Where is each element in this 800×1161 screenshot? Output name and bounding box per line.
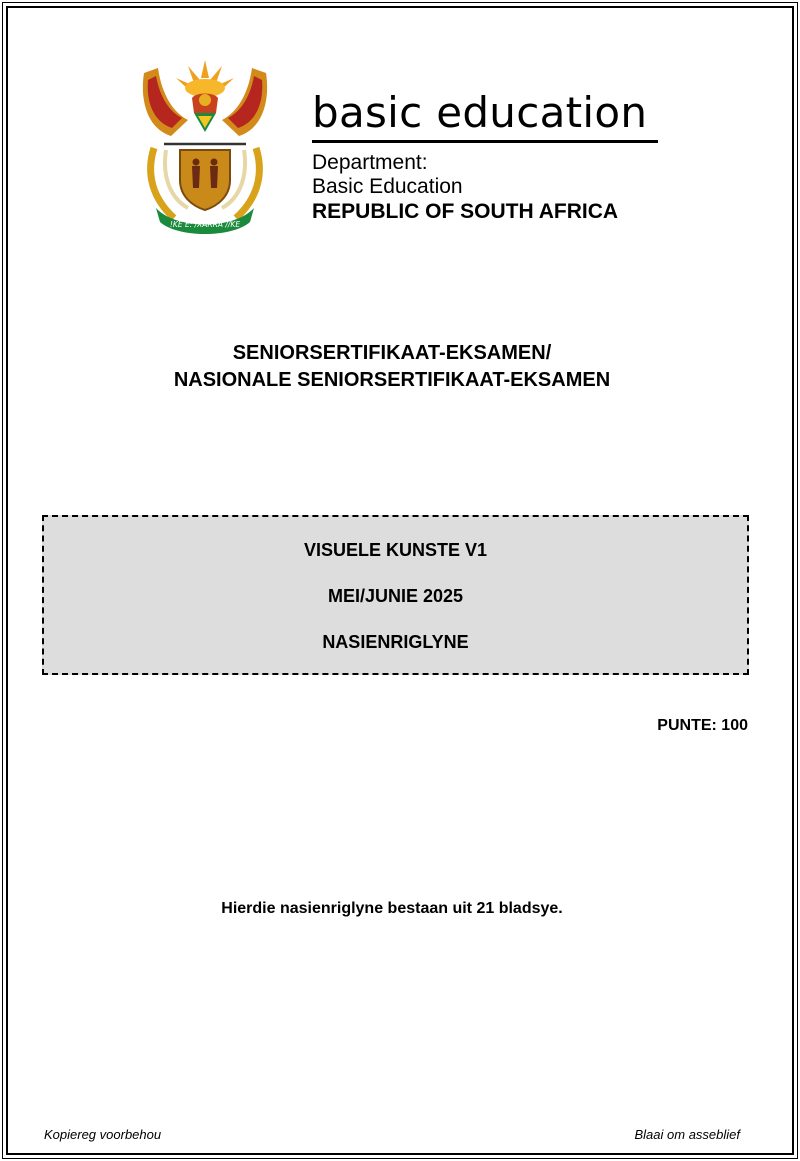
footer-copyright: Kopiereg voorbehou xyxy=(44,1127,162,1142)
session-label: MEI/JUNIE 2025 xyxy=(327,586,464,606)
footer-turn-page: Blaai om asseblief xyxy=(634,1127,740,1142)
svg-text:!KE E: /XARRA //KE: !KE E: /XARRA //KE xyxy=(169,220,241,229)
exam-title-line2: NASIONALE SENIORSERTIFIKAAT-EKSAMEN xyxy=(173,369,611,391)
page-count-note: Hierdie nasienriglyne bestaan uit 21 bladsye. xyxy=(221,900,563,917)
paper-info-box xyxy=(42,515,749,675)
exam-title-line1: SENIORSERTIFIKAAT-EKSAMEN/ xyxy=(232,342,552,364)
total-marks: PUNTE: 100 xyxy=(657,717,748,734)
subject-label: VISUELE KUNSTE V1 xyxy=(303,540,488,560)
country-name: REPUBLIC OF SOUTH AFRICA xyxy=(312,200,619,223)
department-label: Department: xyxy=(312,151,428,174)
exam-title xyxy=(0,340,784,394)
brand-name: basic education xyxy=(312,88,648,137)
document-type-label: NASIENRIGLYNE xyxy=(322,632,469,652)
coat-of-arms-logo xyxy=(136,58,274,234)
brand-underline xyxy=(312,140,658,143)
department-name: Basic Education xyxy=(312,175,463,198)
department-branding xyxy=(312,86,662,224)
